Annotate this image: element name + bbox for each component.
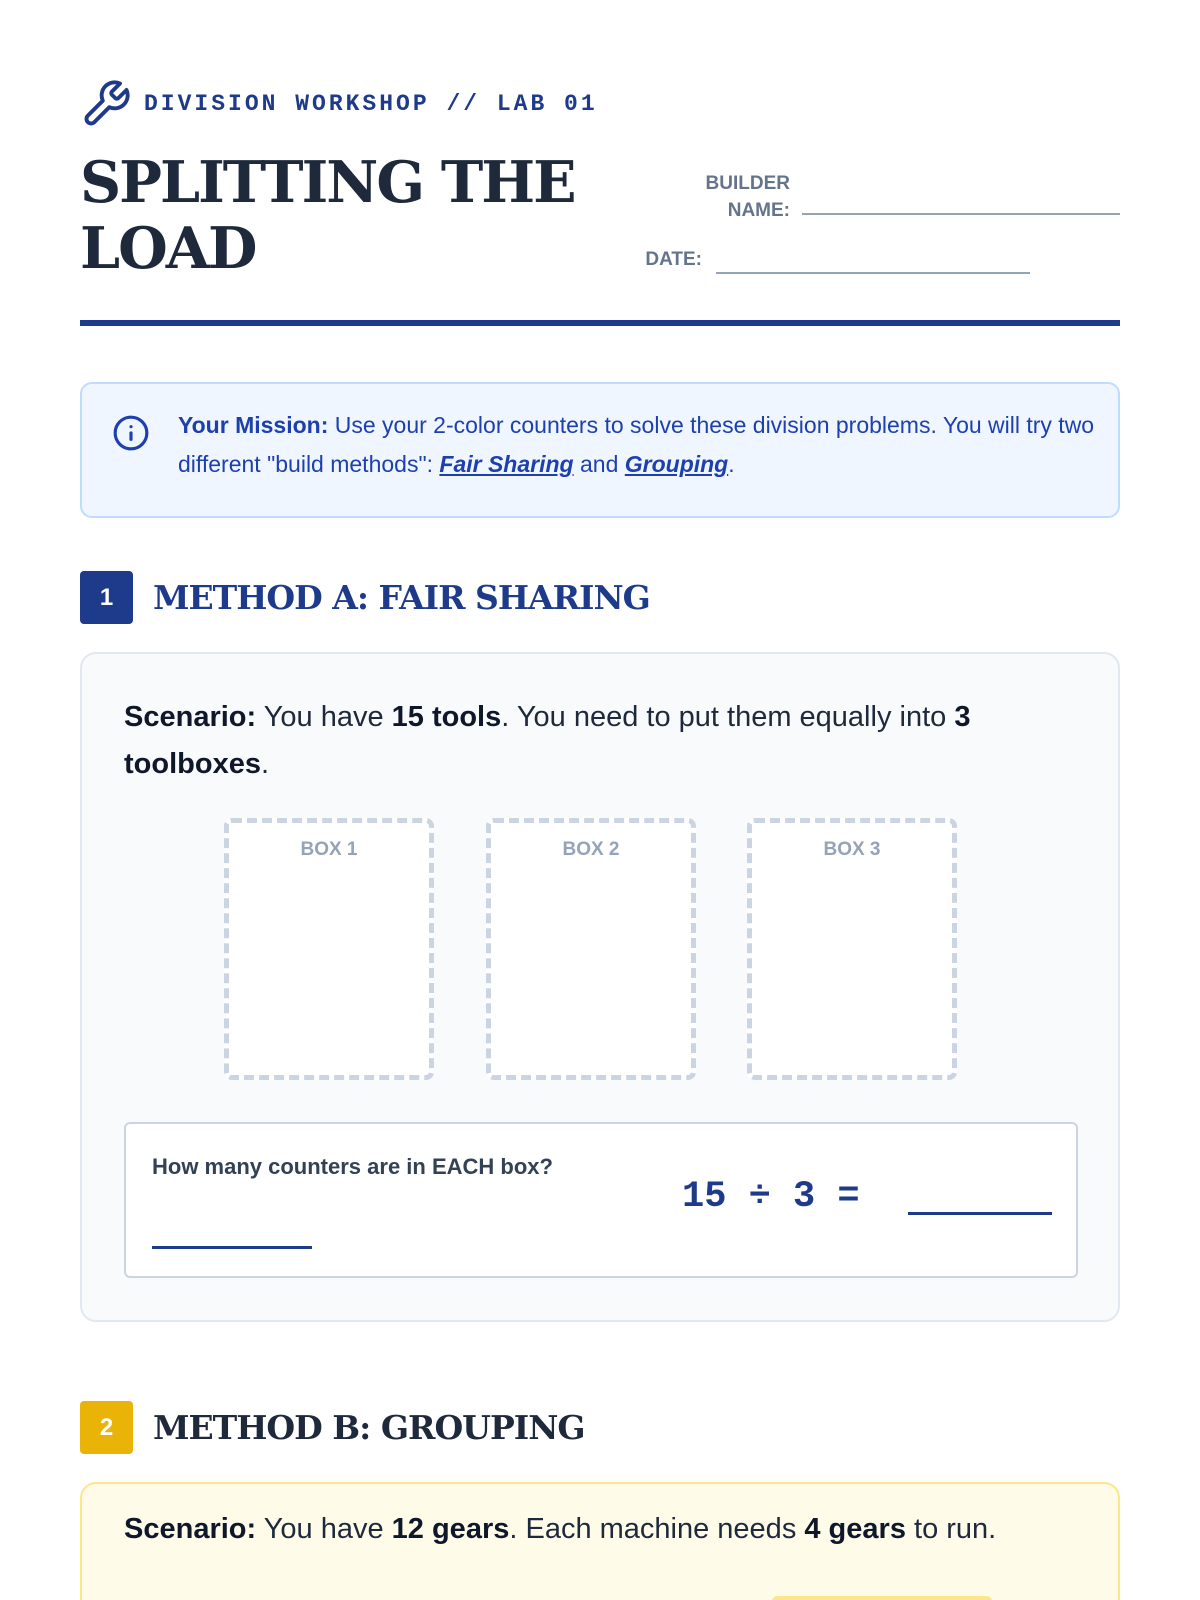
section-a-header xyxy=(80,571,650,624)
machine-panel-edge xyxy=(772,1596,992,1600)
section-b-card xyxy=(80,1482,1120,1600)
date-label: DATE: xyxy=(645,249,702,270)
toolbox-label: BOX 1 xyxy=(300,839,358,860)
builder-label-line1: BUILDER xyxy=(705,173,790,194)
section-a-scenario xyxy=(124,694,1084,788)
scenario-label: Scenario: xyxy=(124,701,257,733)
mission-joiner: and xyxy=(573,451,625,477)
toolbox-3[interactable] xyxy=(747,818,957,1080)
mission-end: . xyxy=(728,451,735,477)
division-equation: 15 ÷ 3 = xyxy=(682,1176,860,1218)
answer-question: How many counters are in EACH box? xyxy=(152,1154,553,1179)
mission-lead: Your Mission: xyxy=(178,412,329,438)
mission-callout xyxy=(80,382,1120,518)
info-icon xyxy=(112,414,150,452)
answer-blank[interactable] xyxy=(152,1246,312,1249)
section-b-number: 2 xyxy=(80,1401,133,1454)
scenario-text: . xyxy=(260,748,270,780)
section-b-title: METHOD B: GROUPING xyxy=(153,1408,585,1447)
toolbox-label: BOX 2 xyxy=(562,839,620,860)
toolbox-label: BOX 3 xyxy=(823,839,881,860)
kicker-text: DIVISION WORKSHOP // LAB 01 xyxy=(144,91,598,117)
section-b-scenario xyxy=(124,1506,1084,1553)
scenario-quantity: 15 tools xyxy=(391,701,502,733)
scenario-text: . Each machine needs xyxy=(509,1513,805,1545)
section-a-title: METHOD A: FAIR SHARING xyxy=(153,578,650,617)
toolbox-2[interactable] xyxy=(486,818,696,1080)
builder-name-label xyxy=(690,170,790,224)
builder-name-field[interactable] xyxy=(802,213,1120,215)
scenario-text: You have xyxy=(256,1513,392,1545)
wrench-icon xyxy=(80,78,132,130)
scenario-text: . You need to put them equally into xyxy=(501,701,955,733)
builder-label-line2: NAME: xyxy=(727,200,790,221)
equation-answer-blank[interactable] xyxy=(908,1212,1052,1215)
section-a-number: 1 xyxy=(80,571,133,624)
scenario-quantity: 4 gears xyxy=(804,1513,906,1545)
section-a-card xyxy=(80,652,1120,1322)
scenario-quantity: 3 toolboxes xyxy=(124,701,971,780)
scenario-text: You have xyxy=(256,701,392,733)
mission-body: Use your 2-color counters to solve these division problems. You will try two different "build methods": xyxy=(178,412,1095,477)
scenario-quantity: 12 gears xyxy=(391,1513,510,1545)
scenario-text: to run. xyxy=(905,1513,997,1545)
toolbox-1[interactable] xyxy=(224,818,434,1080)
page-title: SPLITTING THE LOAD xyxy=(80,149,575,282)
header-divider xyxy=(80,320,1120,326)
date-field[interactable] xyxy=(716,272,1030,274)
scenario-label: Scenario: xyxy=(124,1513,257,1545)
worksheet-kicker xyxy=(80,78,598,130)
answer-panel xyxy=(124,1122,1078,1278)
section-b-header xyxy=(80,1401,585,1454)
mission-text xyxy=(178,406,1098,484)
method-b-term: Grouping xyxy=(624,451,729,477)
method-a-term: Fair Sharing xyxy=(439,451,574,477)
